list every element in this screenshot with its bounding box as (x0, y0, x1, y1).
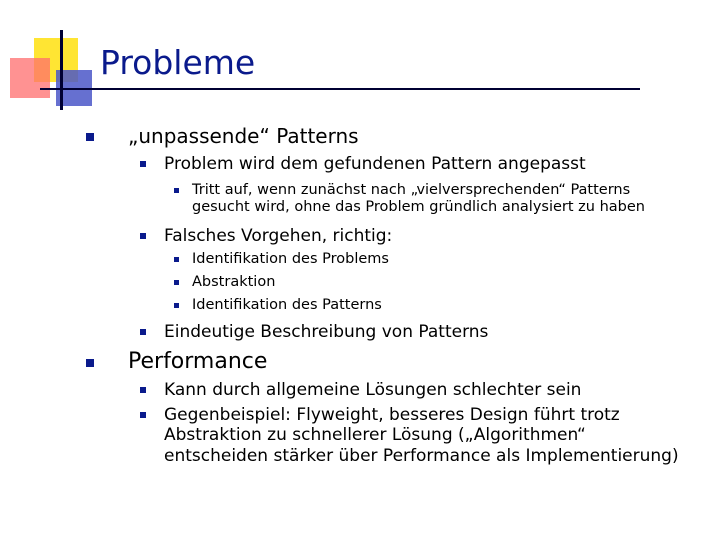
list-item (86, 349, 267, 375)
bullet-text-line: gesucht wird, ohne das Problem gründlich analysiert zu haben (192, 198, 645, 215)
bullet-text: Eindeutige Beschreibung von Patterns (164, 322, 489, 342)
vertical-rule (60, 30, 63, 110)
list-item (140, 154, 586, 174)
bullet-text: Identifikation des Problems (192, 251, 389, 267)
square-bullet-icon (86, 133, 94, 141)
pink-square (10, 58, 50, 98)
list-item (174, 297, 382, 314)
bullet-text (192, 182, 645, 215)
horizontal-rule (40, 88, 640, 90)
bullet-text-line: entscheiden stärker über Performance als Implementierung) (164, 445, 679, 466)
bullet-text: Performance (128, 349, 268, 374)
bullet-text: Falsches Vorgehen, richtig: (164, 226, 393, 246)
square-bullet-icon (140, 329, 146, 335)
square-bullet-icon (140, 161, 146, 167)
list-item (174, 182, 645, 215)
list-item (140, 380, 581, 400)
bullet-text: Identifikation des Patterns (192, 297, 382, 313)
list-item (86, 124, 359, 148)
list-item (140, 405, 679, 466)
bullet-text-line: Gegenbeispiel: Flyweight, besseres Design führt trotz (164, 405, 620, 425)
list-item (174, 274, 275, 291)
list-item (140, 226, 392, 246)
list-item (140, 322, 488, 342)
bullet-text: „unpassende“ Patterns (128, 124, 359, 148)
square-bullet-icon (174, 303, 179, 308)
bullet-text-line: Abstraktion zu schnellerer Lösung („Algorithmen“ (164, 425, 586, 446)
list-item (174, 251, 389, 268)
slide-title: Probleme (100, 43, 256, 82)
square-bullet-icon (86, 359, 94, 367)
bullet-text: Problem wird dem gefundenen Pattern angepasst (164, 154, 586, 174)
square-bullet-icon (140, 387, 146, 393)
square-bullet-icon (174, 257, 179, 262)
bullet-text: Kann durch allgemeine Lösungen schlechter sein (164, 380, 582, 400)
square-bullet-icon (174, 280, 179, 285)
square-bullet-icon (140, 233, 146, 239)
square-bullet-icon (174, 188, 179, 193)
bullet-text (164, 405, 679, 466)
square-bullet-icon (140, 412, 146, 418)
bullet-text-line: Tritt auf, wenn zunächst nach „vielversprechenden“ Patterns (192, 182, 631, 198)
bullet-text: Abstraktion (192, 274, 276, 290)
